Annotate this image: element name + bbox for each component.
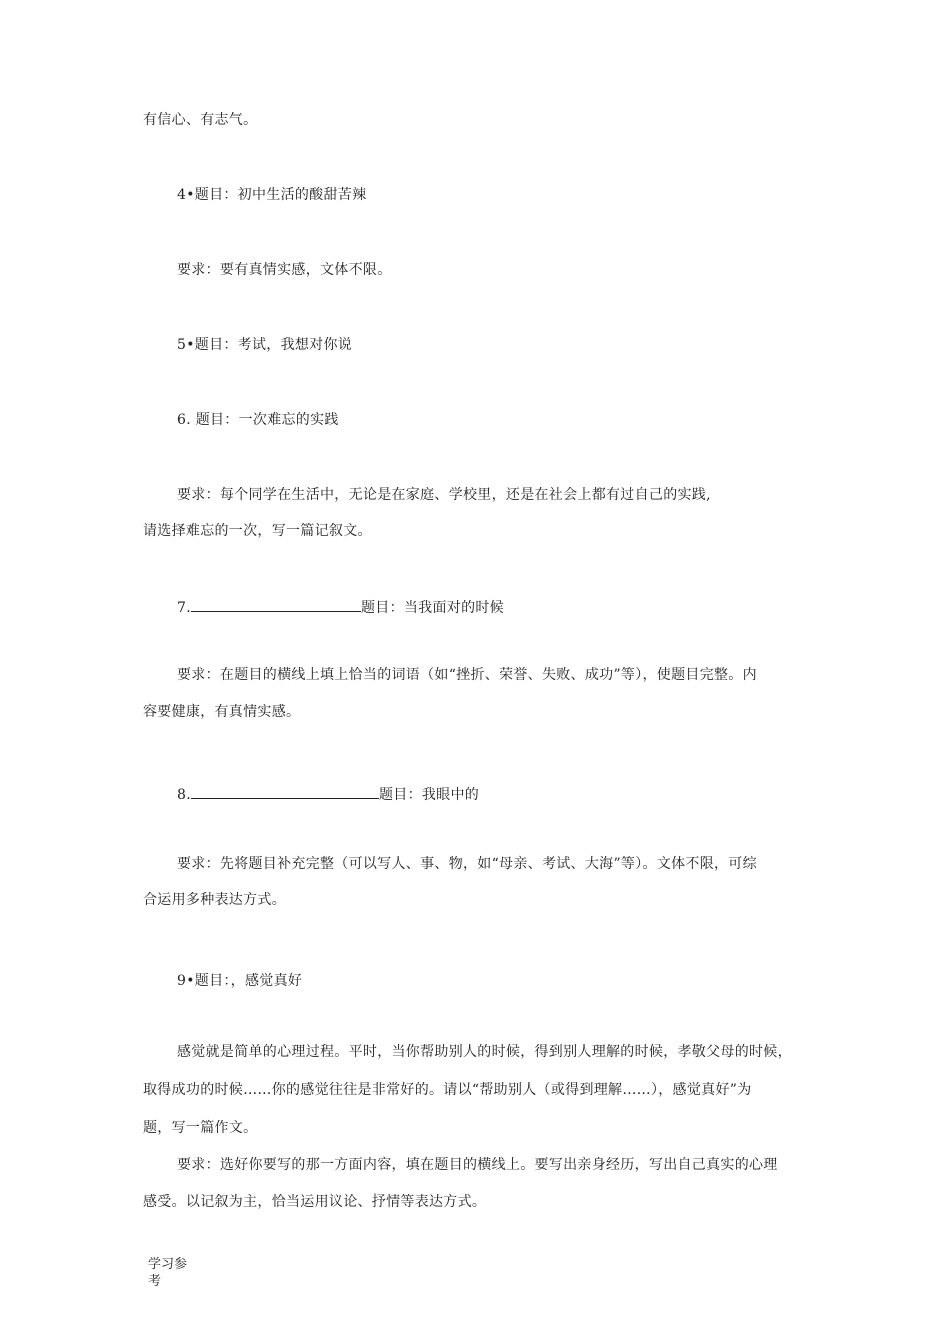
topic-title: 题目：当我面对的时候 [360, 600, 504, 616]
topic-9: 9•题目：，感觉真好 [177, 973, 303, 989]
fill-blank-line [191, 784, 379, 799]
topic-number: 8. [177, 787, 191, 803]
requirement-9-cont: 感受。以记叙为主，恰当运用议论、抒情等表达方式。 [143, 1194, 487, 1210]
text-line: 有信心、有志气。 [143, 112, 258, 128]
requirement-4: 要求：要有真情实感，文体不限。 [177, 262, 392, 278]
requirement-9: 要求：选好你要写的那一方面内容，填在题目的横线上。要写出亲身经历，写出自己真实的心理 [177, 1157, 778, 1173]
requirement-6: 要求：每个同学在生活中，无论是在家庭、学校里，还是在社会上都有过自己的实践, [177, 487, 711, 503]
paragraph-9: 感觉就是简单的心理过程。平时，当你帮助别人的时候，得到别人理解的时候，孝敬父母的时候， [177, 1044, 792, 1060]
requirement-8: 要求：先将题目补充完整（可以写人、事、物，如“母亲、考试、大海”等）。文体不限，可综 [177, 856, 757, 872]
fill-blank-line [191, 597, 361, 612]
paragraph-9-end: 题，写一篇作文。 [143, 1120, 258, 1136]
requirement-7: 要求：在题目的横线上填上恰当的词语（如“挫折、荣誉、失败、成功”等），使题目完整。内 [177, 667, 757, 683]
topic-5: 5•题目：考试，我想对你说 [177, 337, 353, 353]
topic-title: 题目：我眼中的 [378, 787, 480, 803]
topic-7 [177, 597, 504, 617]
requirement-8-cont: 合运用多种表达方式。 [143, 892, 286, 908]
topic-number: 7. [177, 600, 191, 616]
topic-6: 6. 题目：一次难忘的实践 [177, 412, 339, 428]
footer-note: 学习参考 [148, 1257, 188, 1289]
topic-4: 4•题目：初中生活的酸甜苦辣 [177, 187, 367, 203]
requirement-7-cont: 容要健康，有真情实感。 [143, 704, 301, 720]
requirement-6-cont: 请选择难忘的一次，写一篇记叙文。 [143, 523, 372, 539]
topic-8 [177, 784, 479, 804]
paragraph-9-cont: 取得成功的时候……你的感觉往往是非常好的。请以“帮助别人（或得到理解……），感觉真好”为 [143, 1082, 752, 1098]
